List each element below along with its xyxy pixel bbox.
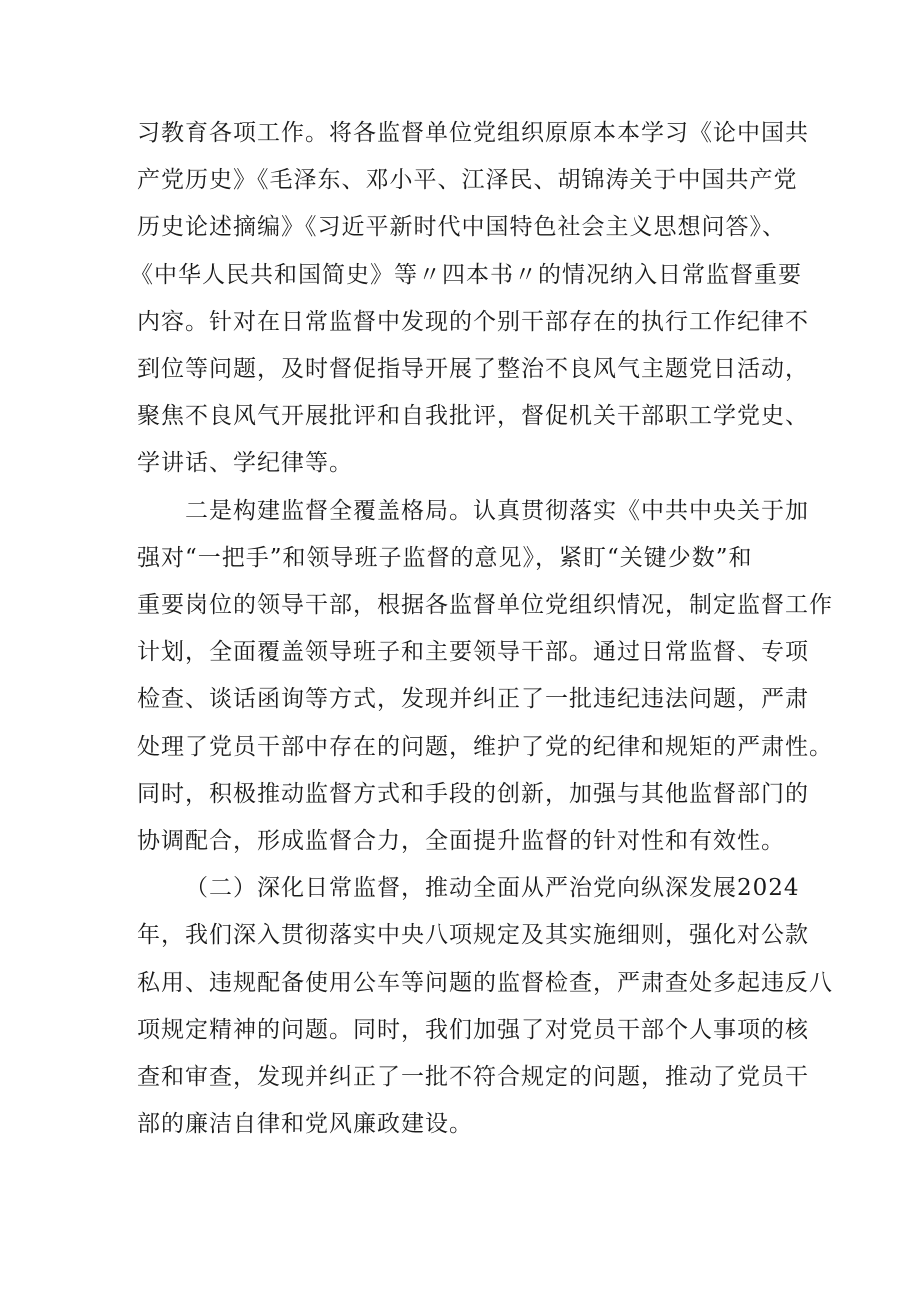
text-line: 年，我们深入贯彻落实中央八项规定及其实施细则，强化对公款 [137,922,809,948]
text-line: 查和审查，发现并纠正了一批不符合规定的问题，推动了党员干 [137,1064,809,1090]
text-line: 学讲话、学纪律等。 [137,450,353,476]
text-line: 私用、违规配备使用公车等问题的监督检查，严肃查处多起违反八 [137,970,833,996]
text-line: 到位等问题，及时督促指导开展了整治不良风气主题党日活动， [137,356,809,382]
text-line: 习教育各项工作。将各监督单位党组织原原本本学习《论中国共 [137,120,809,146]
text-line: 重要岗位的领导干部，根据各监督单位党组织情况，制定监督工作 [137,592,833,618]
paragraph-first-line: 二是构建监督全覆盖格局。认真贯彻落实《中共中央关于加 [185,498,809,524]
text-line: 产党历史》《毛泽东、邓小平、江泽民、胡锦涛关于中国共产党 [137,167,798,193]
text-line: 《中华人民共和国简史》等〃四本书〃的情况纳入日常监督重要 [130,262,802,288]
text-line: 计划，全面覆盖领导班子和主要领导干部。通过日常监督、专项 [137,639,809,665]
text-line: 协调配合，形成监督合力，全面提升监督的针对性和有效性。 [137,828,785,854]
text-line: 检查、谈话函询等方式，发现并纠正了一批违纪违法问题，严肃 [137,686,809,712]
text-line: 处理了党员干部中存在的问题，维护了党的纪律和规矩的严肃性。 [137,734,833,760]
section-heading-line: （二）深化日常监督，推动全面从严治党向纵深发展2024 [185,875,800,901]
text-line: 部的廉洁自律和党风廉政建设。 [137,1111,473,1137]
text-line: 内容。针对在日常监督中发现的个别干部存在的执行工作纪律不 [137,309,809,335]
text-line: 同时，积极推动监督方式和手段的创新，加强与其他监督部门的 [137,781,809,807]
text-line: 历史论述摘编》《习近平新时代中国特色社会主义思想问答》、 [137,214,786,240]
text-line: 项规定精神的问题。同时，我们加强了对党员干部个人事项的核 [137,1017,809,1043]
text-line: 聚焦不良风气开展批评和自我批评，督促机关干部职工学党史、 [137,403,809,429]
text-line: 强对“一把手”和领导班子监督的意见》，紧盯“关键少数”和 [137,545,753,571]
